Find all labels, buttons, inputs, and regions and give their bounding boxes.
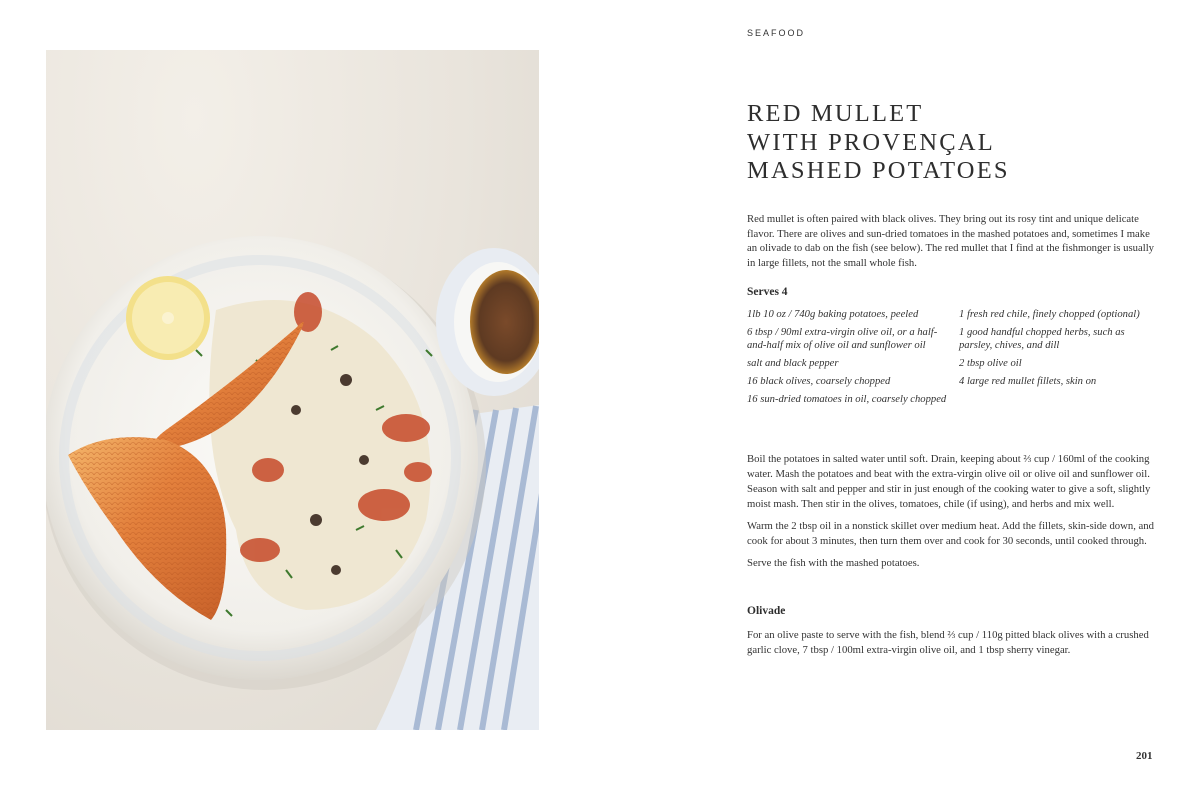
ingredient-item: 4 large red mullet fillets, skin on bbox=[959, 376, 1097, 387]
recipe-intro: Red mullet is often paired with black olives. They bring out its rosy tint and unique delicate flavor. There are olives and sun-dried tomatoes in the mashed potatoes and, sometimes I make an olivade to dab on the fish (see below). The red mullet that I find at the fishmonger is usually in large fillets, not the small whole fish. bbox=[747, 213, 1155, 269]
serves-heading: Serves 4 bbox=[747, 286, 788, 298]
ingredient-item: 2 tbsp olive oil bbox=[959, 358, 1022, 369]
recipe-title bbox=[747, 100, 1167, 186]
method-step: Boil the potatoes in salted water until soft. Drain, keeping about ⅔ cup / 160ml of the cooking water. Mash the potatoes and beat with the extra-virgin olive oil or olive oil and sunflower oil. Season with salt and pepper and stir in just enough of the cooking water to give a soft, slightly moist mash. Then stir in the olives, tomatoes, chile (if using), and herbs and mix well. bbox=[747, 453, 1151, 510]
recipe-title-line: WITH PROVENÇAL bbox=[747, 128, 995, 156]
ingredients-left-column bbox=[747, 308, 947, 411]
ingredients-right-column bbox=[959, 308, 1159, 393]
ingredient-item: 6 tbsp / 90ml extra-virgin olive oil, or a half-and-half mix of olive oil and sunflower oil bbox=[747, 327, 938, 351]
olivade-heading: Olivade bbox=[747, 605, 786, 617]
olivade-text: For an olive paste to serve with the fish, blend ⅔ cup / 110g pitted black olives with a crushed garlic clove, 7 tbsp / 100ml extra-virgin olive oil, and 1 tbsp sherry vinegar. bbox=[747, 629, 1149, 656]
method-steps bbox=[747, 452, 1157, 578]
dish-illustration bbox=[46, 50, 539, 730]
recipe-title-line: MASHED POTATOES bbox=[747, 157, 1010, 184]
lemon-slice bbox=[126, 276, 210, 360]
method-step: Warm the 2 tbsp oil in a nonstick skillet over medium heat. Add the fillets, skin-side down, and cook for about 3 minutes, then turn them over and cook for 30 seconds, until cooked through. bbox=[747, 520, 1154, 547]
method-step: Serve the fish with the mashed potatoes. bbox=[747, 557, 920, 569]
ingredient-item: 1lb 10 oz / 740g baking potatoes, peeled bbox=[747, 309, 919, 320]
page-number: 201 bbox=[1136, 750, 1153, 762]
ingredient-item: 1 good handful chopped herbs, such as parsley, chives, and dill bbox=[959, 327, 1125, 351]
ingredient-item: 1 fresh red chile, finely chopped (optional) bbox=[959, 309, 1140, 320]
ingredient-item: 16 black olives, coarsely chopped bbox=[747, 376, 891, 387]
recipe-title-line: RED MULLET bbox=[747, 100, 924, 127]
ingredient-item: salt and black pepper bbox=[747, 358, 839, 369]
section-label: SEAFOOD bbox=[747, 28, 806, 38]
dish-photo bbox=[46, 50, 539, 730]
ingredient-item: 16 sun-dried tomatoes in oil, coarsely chopped bbox=[747, 394, 947, 405]
